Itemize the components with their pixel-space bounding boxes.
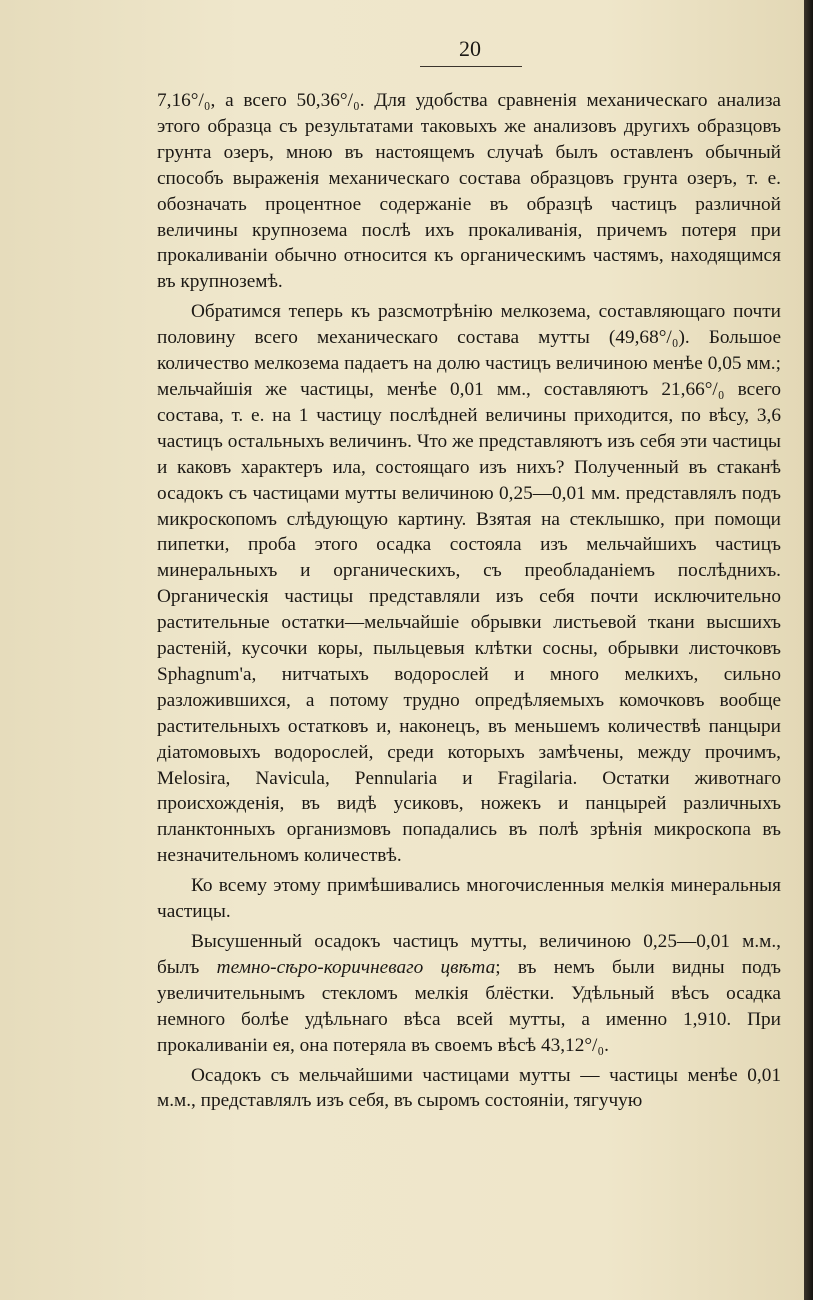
paragraph-1: 7,16°/₀, а всего 50,36°/₀. Для удобства сравненія механическаго анализа этого образца съ результатами таковыхъ же анализовъ другихъ образцовъ грунта озеръ, мною въ настоящемъ случаѣ былъ оставленъ обычный способъ выраженія механическаго состава образцовъ грунта озеръ, т. е. обозначать процентное содержаніе въ образцѣ частицъ различной величины крупнозема послѣ ихъ прокаливанія, причемъ потеря при прокаливаніи обычно относится къ органическимъ частямъ, находящимся въ крупноземѣ. [157, 90, 781, 293]
color-term: темно-сѣро-коричневаго цвѣта [216, 956, 496, 978]
paragraph-5: Осадокъ съ мельчайшими частицами мутты — частицы менѣе 0,01 м.м., представлялъ изъ себя, въ сыромъ состояніи, тягучую [157, 1064, 781, 1112]
paragraph-4 [157, 929, 781, 1059]
page-number: 20 [459, 36, 481, 61]
body-text [157, 88, 781, 1114]
paragraph-4-end: ; въ немъ были видны подъ увеличительнымъ стекломъ мелкія блёстки. Удѣльный вѣсъ осадка немного болѣе удѣльнаго вѣса всей мутты, а именно 1,910. При прокаливаніи ея, она потеряла въ своемъ вѣсѣ 43,12°/₀. [157, 956, 781, 1056]
page-edge [804, 0, 813, 1300]
paragraph-2: Обратимся теперь къ разсмотрѣнію мелкозема, составляющаго почти половину всего механическаго состава мутты (49,68°/₀). Большое количество мелкозема падаетъ на долю частицъ величиною менѣе 0,05 мм.; мельчайшія же частицы, менѣе 0,01 мм., составляютъ 21,66°/₀ всего состава, т. е. на 1 частицу послѣдней величины приходится, по вѣсу, 3,6 частицъ остальныхъ величинъ. Что же представляютъ изъ себя эти частицы и каковъ характеръ ила, состоящаго изъ нихъ? Полученный въ стаканѣ осадокъ съ частицами мутты величиною 0,25—0,01 мм. представлялъ подъ микроскопомъ слѣдующую картину. Взятая на стеклышко, при помощи пипетки, проба этого осадка состояла изъ мельчайшихъ частицъ минеральныхъ и органическихъ, съ преобладаніемъ послѣднихъ. Органическія частицы представляли изъ себя почти исключительно растительные остатки—мельчайшіе обрывки листьевой ткани высшихъ растеній, кусочки коры, пыльцевыя клѣтки сосны, обрывки листочковъ Sphagnum'a, нитчатыхъ водорослей и много мелкихъ, сильно разложившихся, а потому трудно опредѣляемыхъ комочковъ вообще растительныхъ остатковъ и, наконецъ, въ меньшемъ количествѣ панцыри діатомовыхъ водорослей, среди которыхъ замѣчены, между прочимъ, Melosira, Navicula, Pennularia и Fragilaria. Остатки животнаго происхожденія, въ видѣ усиковъ, ножекъ и панцырей различныхъ планктонныхъ организмовъ попадались въ полѣ зрѣнія микроскопа въ незначительномъ количествѣ. [157, 301, 781, 867]
paragraph-4-start: Высушенный осадокъ частицъ мутты, величиною 0,25—0,01 м.м., былъ [157, 931, 781, 978]
paragraph-3: Ко всему этому примѣшивались многочисленныя мелкія минеральныя частицы. [157, 875, 781, 923]
header-rule [420, 66, 522, 67]
